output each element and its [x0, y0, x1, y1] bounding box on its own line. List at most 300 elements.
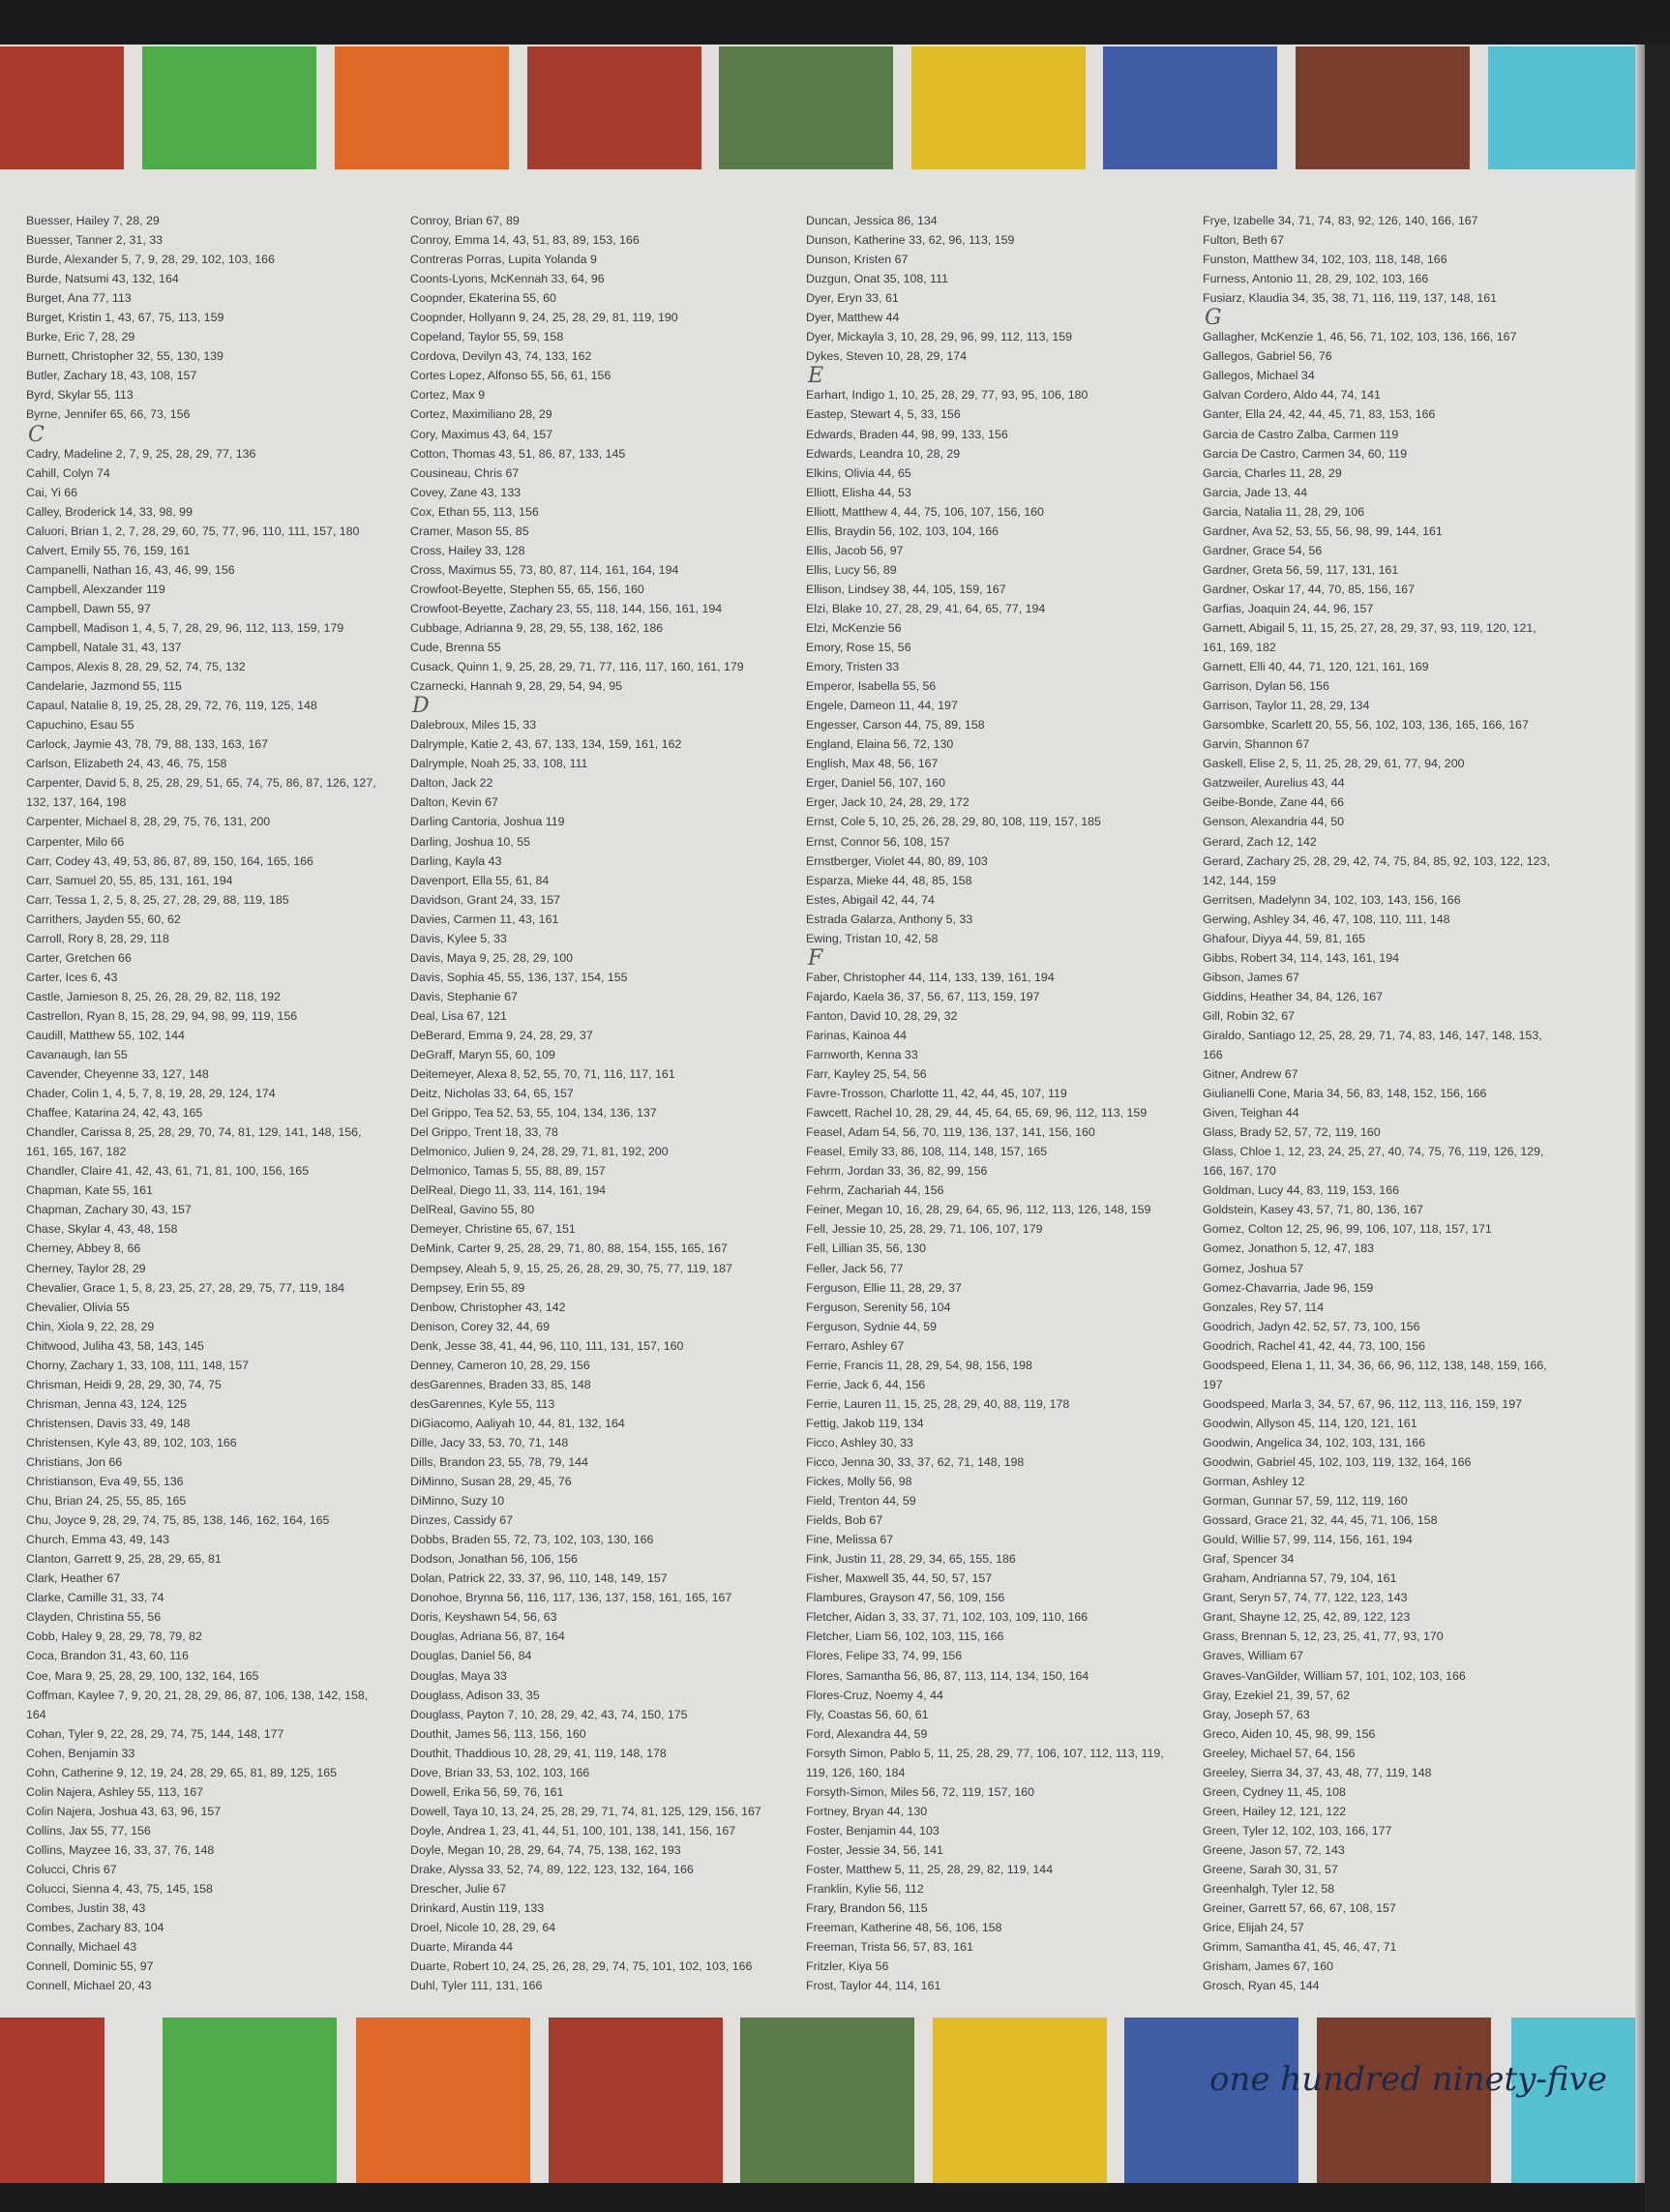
index-entry: English, Max 48, 56, 167: [806, 757, 939, 771]
index-entry: Ellison, Lindsey 38, 44, 105, 159, 167: [806, 582, 1006, 596]
index-entry: Gomez, Jonathon 5, 12, 47, 183: [1203, 1241, 1375, 1256]
index-entry: Dove, Brian 33, 53, 102, 103, 166: [410, 1765, 590, 1779]
section-letter: F: [808, 945, 823, 971]
index-entry: Dolan, Patrick 22, 33, 37, 96, 110, 148, 149, 157: [410, 1571, 668, 1586]
index-entry: Dyer, Eryn 33, 61: [806, 291, 899, 306]
index-entry: Chandler, Carissa 8, 25, 28, 29, 70, 74, 81, 129, 141, 148, 156,: [26, 1125, 362, 1140]
index-entry: Dyer, Mickayla 3, 10, 28, 29, 96, 99, 112, 113, 159: [806, 330, 1073, 344]
index-entry: Gerard, Zach 12, 142: [1203, 834, 1317, 849]
section-letter: G: [1205, 306, 1222, 331]
index-entry: Greenhalgh, Tyler 12, 58: [1203, 1882, 1335, 1897]
index-entry: Coe, Mara 9, 25, 28, 29, 100, 132, 164, 165: [26, 1668, 259, 1683]
index-entry: Garcia, Natalia 11, 28, 29, 106: [1203, 504, 1365, 519]
index-entry: Collins, Jax 55, 77, 156: [26, 1823, 151, 1838]
swatch-yellow: [933, 2018, 1107, 2183]
index-entry: Green, Hailey 12, 121, 122: [1203, 1804, 1347, 1818]
index-entry: Dunson, Kristen 67: [806, 253, 909, 267]
index-entry: Chader, Colin 1, 4, 5, 7, 8, 19, 28, 29, 124, 174: [26, 1087, 276, 1101]
index-entry: Douglass, Adison 33, 35: [410, 1688, 540, 1702]
index-entry: Coopnder, Ekaterina 55, 60: [410, 291, 556, 306]
index-entry: Feiner, Megan 10, 16, 28, 29, 64, 65, 96, 112, 113, 126, 148, 159: [806, 1203, 1151, 1217]
index-entry: Fletcher, Liam 56, 102, 103, 115, 166: [806, 1629, 1004, 1644]
index-entry: Flores, Samantha 56, 86, 87, 113, 114, 134, 150, 164: [806, 1668, 1089, 1683]
index-entry: Garrison, Dylan 56, 156: [1203, 679, 1329, 694]
index-entry: Capuchino, Esau 55: [26, 718, 134, 732]
index-entry: Fajardo, Kaela 36, 37, 56, 67, 113, 159, 197: [806, 989, 1040, 1003]
index-entry: Cherney, Abbey 8, 66: [26, 1241, 141, 1256]
index-entry: Dalrymple, Katie 2, 43, 67, 133, 134, 159, 161, 162: [410, 737, 682, 752]
index-entry: Chin, Xiola 9, 22, 28, 29: [26, 1319, 155, 1333]
index-entry: Dodson, Jonathan 56, 106, 156: [410, 1552, 578, 1567]
index-entry: Davis, Kylee 5, 33: [410, 931, 507, 945]
index-entry: Fisher, Maxwell 35, 44, 50, 57, 157: [806, 1571, 993, 1586]
index-entry: Garnett, Abigail 5, 11, 15, 25, 27, 28, 29, 37, 93, 119, 120, 121,: [1203, 620, 1536, 635]
index-entry: Crowfoot-Beyette, Zachary 23, 55, 118, 144, 156, 161, 194: [410, 601, 723, 615]
index-entry: Douglass, Payton 7, 10, 28, 29, 42, 43, 74, 150, 175: [410, 1707, 688, 1721]
index-entry: Ferguson, Serenity 56, 104: [806, 1300, 951, 1314]
index-entry: Cherney, Taylor 28, 29: [26, 1261, 146, 1275]
index-entry: Clayden, Christina 55, 56: [26, 1610, 162, 1625]
index-entry: DelReal, Diego 11, 33, 114, 161, 194: [410, 1183, 607, 1198]
index-entry: Cude, Brenna 55: [410, 641, 501, 655]
index-entry: Carpenter, Michael 8, 28, 29, 75, 76, 131, 200: [26, 815, 271, 829]
index-entry: Caudill, Matthew 55, 102, 144: [26, 1028, 185, 1042]
index-entry: Cortez, Maximiliano 28, 29: [410, 407, 552, 422]
index-entry: Gallagher, McKenzie 1, 46, 56, 71, 102, 103, 136, 166, 167: [1203, 330, 1517, 344]
index-entry: Coffman, Kaylee 7, 9, 20, 21, 28, 29, 86, 87, 106, 138, 142, 158,: [26, 1688, 369, 1702]
name-index: [0, 45, 1645, 2183]
index-entry: Farr, Kayley 25, 54, 56: [806, 1067, 927, 1082]
index-entry: Dyer, Matthew 44: [806, 311, 900, 325]
index-entry: Dille, Jacy 33, 53, 70, 71, 148: [410, 1435, 569, 1450]
index-entry: Garcia, Jade 13, 44: [1203, 485, 1308, 499]
index-entry: Ellis, Lucy 56, 89: [806, 562, 897, 577]
index-entry: Fell, Lillian 35, 56, 130: [806, 1241, 926, 1256]
index-entry: Ferrie, Francis 11, 28, 29, 54, 98, 156, 198: [806, 1358, 1032, 1372]
index-entry: Dills, Brandon 23, 55, 78, 79, 144: [410, 1455, 588, 1469]
index-entry: Ferguson, Ellie 11, 28, 29, 37: [806, 1280, 962, 1295]
index-entry: Erger, Jack 10, 24, 28, 29, 172: [806, 795, 969, 810]
index-entry: Gardner, Grace 54, 56: [1203, 543, 1323, 557]
index-entry: Donohoe, Brynna 56, 116, 117, 136, 137, 158, 161, 165, 167: [410, 1591, 732, 1605]
index-entry: Farnworth, Kenna 33: [806, 1048, 918, 1062]
index-entry: Connell, Michael 20, 43: [26, 1979, 152, 1993]
swatch-orange: [356, 2018, 530, 2183]
index-entry: Cortez, Max 9: [410, 388, 486, 403]
index-entry: DiMinno, Susan 28, 29, 45, 76: [410, 1475, 572, 1489]
index-entry: England, Elaina 56, 72, 130: [806, 737, 954, 752]
index-entry: Fields, Bob 67: [806, 1513, 883, 1528]
index-entry: Gould, Willie 57, 99, 114, 156, 161, 194: [1203, 1533, 1413, 1547]
index-entry: Fell, Jessie 10, 25, 28, 29, 71, 106, 107, 179: [806, 1222, 1043, 1237]
index-entry: Dunson, Katherine 33, 62, 96, 113, 159: [806, 233, 1015, 248]
index-entry: Emperor, Isabella 55, 56: [806, 679, 937, 694]
index-entry: Engele, Dameon 11, 44, 197: [806, 699, 958, 713]
index-entry: Goodwin, Allyson 45, 114, 120, 121, 161: [1203, 1416, 1417, 1430]
index-entry: Gardner, Ava 52, 53, 55, 56, 98, 99, 144, 161: [1203, 523, 1443, 538]
index-entry: Forsyth Simon, Pablo 5, 11, 25, 28, 29, 77, 106, 107, 112, 113, 119,: [806, 1746, 1164, 1760]
index-entry: Gatzweiler, Aurelius 43, 44: [1203, 776, 1345, 791]
section-letter: D: [412, 694, 430, 719]
index-entry: Garcia, Charles 11, 28, 29: [1203, 465, 1342, 480]
index-entry: Chevalier, Olivia 55: [26, 1300, 130, 1314]
index-entry: DeGraff, Maryn 55, 60, 109: [410, 1048, 555, 1062]
index-entry: Chandler, Claire 41, 42, 43, 61, 71, 81, 100, 156, 165: [26, 1164, 310, 1179]
index-entry: Grimm, Samantha 41, 45, 46, 47, 71: [1203, 1940, 1397, 1955]
index-column-1: [26, 211, 408, 1995]
index-entry: Ghafour, Diyya 44, 59, 81, 165: [1203, 931, 1366, 945]
index-entry: Fritzler, Kiya 56: [806, 1959, 889, 1974]
index-entry-continued: 132, 137, 164, 198: [26, 795, 127, 810]
index-entry: Denbow, Christopher 43, 142: [410, 1300, 566, 1314]
index-entry: Dempsey, Erin 55, 89: [410, 1280, 525, 1295]
index-entry: Grant, Seryn 57, 74, 77, 122, 123, 143: [1203, 1591, 1408, 1605]
index-entry: Esparza, Mieke 44, 48, 85, 158: [806, 873, 972, 887]
index-entry: Clark, Heather 67: [26, 1571, 121, 1586]
index-entry: Cubbage, Adrianna 9, 28, 29, 55, 138, 162, 186: [410, 620, 664, 635]
index-entry: Calvert, Emily 55, 76, 159, 161: [26, 543, 191, 557]
index-entry: Christians, Jon 66: [26, 1455, 123, 1469]
index-entry: Flores-Cruz, Noemy 4, 44: [806, 1688, 943, 1702]
index-entry: Dowell, Taya 10, 13, 24, 25, 28, 29, 71, 74, 81, 125, 129, 156, 167: [410, 1804, 761, 1818]
index-entry: Colucci, Sienna 4, 43, 75, 145, 158: [26, 1882, 213, 1897]
index-entry: Ficco, Jenna 30, 33, 37, 62, 71, 148, 198: [806, 1455, 1025, 1469]
index-entry: Carrithers, Jayden 55, 60, 62: [26, 912, 181, 926]
index-entry-continued: 164: [26, 1707, 46, 1721]
index-entry: Cross, Hailey 33, 128: [410, 543, 525, 557]
index-entry: Combes, Justin 38, 43: [26, 1901, 146, 1916]
index-entry: Flores, Felipe 33, 74, 99, 156: [806, 1649, 963, 1663]
swatch-brick: [549, 2018, 723, 2183]
index-entry: Graham, Andrianna 57, 79, 104, 161: [1203, 1571, 1397, 1586]
index-entry: Fletcher, Aidan 3, 33, 37, 71, 102, 103, 109, 110, 166: [806, 1610, 1088, 1625]
index-entry: Grice, Elijah 24, 57: [1203, 1921, 1304, 1935]
index-entry: Elzi, Blake 10, 27, 28, 29, 41, 64, 65, 77, 194: [806, 601, 1046, 615]
index-entry: Coopnder, Hollyann 9, 24, 25, 28, 29, 81, 119, 190: [410, 311, 678, 325]
index-entry: Chevalier, Grace 1, 5, 8, 23, 25, 27, 28, 29, 75, 77, 119, 184: [26, 1280, 345, 1295]
index-entry: Connally, Michael 43: [26, 1940, 137, 1955]
index-entry: Dobbs, Braden 55, 72, 73, 102, 103, 130, 166: [410, 1533, 654, 1547]
index-entry: Cordova, Devilyn 43, 74, 133, 162: [410, 349, 592, 364]
index-entry: Carroll, Rory 8, 28, 29, 118: [26, 931, 169, 945]
index-entry: Goodwin, Angelica 34, 102, 103, 131, 166: [1203, 1435, 1426, 1450]
index-entry: Douthit, Thaddious 10, 28, 29, 41, 119, 148, 178: [410, 1746, 667, 1760]
index-entry: Darling Cantoria, Joshua 119: [410, 815, 565, 829]
index-entry: Droel, Nicole 10, 28, 29, 64: [410, 1921, 556, 1935]
index-entry: Cox, Ethan 55, 113, 156: [410, 504, 539, 519]
index-entry: Connell, Dominic 55, 97: [26, 1959, 154, 1974]
index-entry: Contreras Porras, Lupita Yolanda 9: [410, 253, 597, 267]
index-entry: Christianson, Eva 49, 55, 136: [26, 1475, 184, 1489]
page-edge: [1635, 45, 1645, 2183]
swatch-green: [163, 2018, 337, 2183]
index-entry: Dykes, Steven 10, 28, 29, 174: [806, 349, 968, 364]
index-entry: Geibe-Bonde, Zane 44, 66: [1203, 795, 1345, 810]
index-entry: Frye, Izabelle 34, 71, 74, 83, 92, 126, 140, 166, 167: [1203, 214, 1478, 227]
index-entry: Christensen, Kyle 43, 89, 102, 103, 166: [26, 1435, 237, 1450]
index-entry: Clarke, Camille 31, 33, 74: [26, 1591, 164, 1605]
index-entry: Deitz, Nicholas 33, 64, 65, 157: [410, 1087, 574, 1101]
index-entry: Davis, Stephanie 67: [410, 989, 518, 1003]
index-entry: Drescher, Julie 67: [410, 1882, 507, 1897]
index-entry: Gerwing, Ashley 34, 46, 47, 108, 110, 111, 148: [1203, 912, 1450, 926]
index-entry: Funston, Matthew 34, 102, 103, 118, 148, 166: [1203, 253, 1447, 267]
index-entry: Buesser, Hailey 7, 28, 29: [26, 214, 160, 227]
index-entry: Cavender, Cheyenne 33, 127, 148: [26, 1067, 209, 1082]
index-entry-continued: 197: [1203, 1377, 1223, 1391]
index-entry: Colucci, Chris 67: [26, 1862, 117, 1876]
index-entry: Grisham, James 67, 160: [1203, 1959, 1333, 1974]
index-entry: Duhl, Tyler 111, 131, 166: [410, 1979, 543, 1993]
index-entry: Elliott, Elisha 44, 53: [806, 485, 911, 499]
index-entry: Edwards, Leandra 10, 28, 29: [806, 446, 961, 461]
index-entry: Freeman, Katherine 48, 56, 106, 158: [806, 1921, 1002, 1935]
index-entry: Gomez, Joshua 57: [1203, 1261, 1304, 1275]
index-entry: Frost, Taylor 44, 114, 161: [806, 1979, 941, 1993]
index-entry: Gardner, Greta 56, 59, 117, 131, 161: [1203, 562, 1399, 577]
page-number: one hundred ninety-five: [1209, 2060, 1607, 2099]
index-entry: Denk, Jesse 38, 41, 44, 96, 110, 111, 131, 157, 160: [410, 1338, 684, 1353]
index-entry: Dinzes, Cassidy 67: [410, 1513, 514, 1528]
index-entry: Gomez, Colton 12, 25, 96, 99, 106, 107, 118, 157, 171: [1203, 1222, 1492, 1237]
index-entry: Ferraro, Ashley 67: [806, 1338, 905, 1353]
index-entry: Gorman, Gunnar 57, 59, 112, 119, 160: [1203, 1494, 1408, 1509]
index-entry: Estes, Abigail 42, 44, 74: [806, 892, 935, 907]
index-entry: Dalton, Jack 22: [410, 776, 493, 791]
index-entry: Graves-VanGilder, William 57, 101, 102, 103, 166: [1203, 1668, 1466, 1683]
index-entry: Delmonico, Tamas 5, 55, 88, 89, 157: [410, 1164, 606, 1179]
index-entry: Glass, Chloe 1, 12, 23, 24, 25, 27, 40, 74, 75, 76, 119, 126, 129,: [1203, 1145, 1544, 1159]
index-entry: Chrisman, Heidi 9, 28, 29, 30, 74, 75: [26, 1377, 222, 1391]
index-entry: Ganter, Ella 24, 42, 44, 45, 71, 83, 153, 166: [1203, 407, 1436, 422]
index-entry: Giraldo, Santiago 12, 25, 28, 29, 71, 74, 83, 146, 147, 148, 153,: [1203, 1028, 1542, 1042]
index-entry: Estrada Galarza, Anthony 5, 33: [806, 912, 973, 926]
index-entry: Chorny, Zachary 1, 33, 108, 111, 148, 157: [26, 1358, 250, 1372]
index-entry: Conroy, Brian 67, 89: [410, 214, 520, 227]
index-entry: Elliott, Matthew 4, 44, 75, 106, 107, 156, 160: [806, 504, 1044, 519]
index-entry: Erger, Daniel 56, 107, 160: [806, 776, 945, 791]
index-entry: Carpenter, Milo 66: [26, 834, 125, 849]
index-entry: Garcia De Castro, Carmen 34, 60, 119: [1203, 446, 1408, 461]
index-entry: Foster, Benjamin 44, 103: [806, 1823, 939, 1838]
index-entry: Emory, Rose 15, 56: [806, 641, 911, 655]
index-entry: Fawcett, Rachel 10, 28, 29, 44, 45, 64, 65, 69, 96, 112, 113, 159: [806, 1106, 1148, 1121]
index-entry: Giddins, Heather 34, 84, 126, 167: [1203, 989, 1383, 1003]
index-entry: Doris, Keyshawn 54, 56, 63: [410, 1610, 557, 1625]
index-entry: Farinas, Kainoa 44: [806, 1028, 908, 1042]
index-entry: Goodrich, Jadyn 42, 52, 57, 73, 100, 156: [1203, 1319, 1420, 1333]
index-entry: Goodspeed, Marla 3, 34, 57, 67, 96, 112, 113, 116, 159, 197: [1203, 1396, 1522, 1411]
index-entry: Czarnecki, Hannah 9, 28, 29, 54, 94, 95: [410, 679, 623, 694]
index-entry: Campbell, Natale 31, 43, 137: [26, 641, 182, 655]
index-entry: Ewing, Tristan 10, 42, 58: [806, 931, 939, 945]
index-entry: Cadry, Madeline 2, 7, 9, 25, 28, 29, 77, 136: [26, 446, 256, 461]
index-entry: Darling, Joshua 10, 55: [410, 834, 530, 849]
index-entry: Grass, Brennan 5, 12, 23, 25, 41, 77, 93, 170: [1203, 1629, 1444, 1644]
index-entry: Ernst, Connor 56, 108, 157: [806, 834, 950, 849]
index-entry: Gray, Joseph 57, 63: [1203, 1707, 1310, 1721]
index-entry: Butler, Zachary 18, 43, 108, 157: [26, 369, 197, 383]
index-entry-continued: 166, 167, 170: [1203, 1164, 1276, 1179]
index-entry: Capaul, Natalie 8, 19, 25, 28, 29, 72, 76, 119, 125, 148: [26, 699, 317, 713]
index-entry: Green, Cydney 11, 45, 108: [1203, 1784, 1346, 1799]
index-entry-continued: 161, 169, 182: [1203, 641, 1276, 655]
index-entry: Burnett, Christopher 32, 55, 130, 139: [26, 349, 224, 364]
index-entry: Glass, Brady 52, 57, 72, 119, 160: [1203, 1125, 1381, 1140]
index-entry: Ficco, Ashley 30, 33: [806, 1435, 913, 1450]
index-entry: Feasel, Adam 54, 56, 70, 119, 136, 137, 141, 156, 160: [806, 1125, 1095, 1140]
index-entry: Giulianelli Cone, Maria 34, 56, 83, 148, 152, 156, 166: [1203, 1087, 1487, 1101]
index-entry: Burget, Kristin 1, 43, 67, 75, 113, 159: [26, 311, 224, 325]
index-entry: Denney, Cameron 10, 28, 29, 156: [410, 1358, 590, 1372]
index-entry: Green, Tyler 12, 102, 103, 166, 177: [1203, 1823, 1392, 1838]
index-entry: Davenport, Ella 55, 61, 84: [410, 873, 550, 887]
index-entry: DiMinno, Suzy 10: [410, 1494, 505, 1509]
index-entry: Darling, Kayla 43: [410, 853, 502, 868]
index-entry: Dempsey, Aleah 5, 9, 15, 25, 26, 28, 29, 30, 75, 77, 119, 187: [410, 1261, 732, 1275]
index-entry: Carlock, Jaymie 43, 78, 79, 88, 133, 163, 167: [26, 737, 269, 752]
index-entry: DelReal, Gavino 55, 80: [410, 1203, 535, 1217]
section-letter: C: [28, 422, 45, 447]
index-entry: Clanton, Garrett 9, 25, 28, 29, 65, 81: [26, 1552, 222, 1567]
index-entry: Fickes, Molly 56, 98: [806, 1475, 912, 1489]
index-entry: Eastep, Stewart 4, 5, 33, 156: [806, 407, 961, 422]
index-entry: Copeland, Taylor 55, 59, 158: [410, 330, 564, 344]
index-entry-continued: 166: [1203, 1048, 1223, 1062]
index-entry: Covey, Zane 43, 133: [410, 485, 522, 499]
index-entry: Fly, Coastas 56, 60, 61: [806, 1707, 929, 1721]
index-entry: Fanton, David 10, 28, 29, 32: [806, 1008, 958, 1023]
index-entry: Engesser, Carson 44, 75, 89, 158: [806, 718, 985, 732]
index-entry: Burde, Alexander 5, 7, 9, 28, 29, 102, 103, 166: [26, 253, 275, 267]
index-entry: Goodrich, Rachel 41, 42, 44, 73, 100, 156: [1203, 1338, 1426, 1353]
index-entry: Cory, Maximus 43, 64, 157: [410, 427, 553, 441]
index-entry: Forsyth-Simon, Miles 56, 72, 119, 157, 160: [806, 1784, 1035, 1799]
index-entry: Cahill, Colyn 74: [26, 465, 110, 480]
index-entry: Garnett, Elli 40, 44, 71, 120, 121, 161, 169: [1203, 660, 1429, 674]
index-entry: Cohen, Benjamin 33: [26, 1746, 135, 1760]
index-entry: Ernst, Cole 5, 10, 25, 26, 28, 29, 80, 108, 119, 157, 185: [806, 815, 1101, 829]
index-entry: Goodspeed, Elena 1, 11, 34, 36, 66, 96, 112, 138, 148, 159, 166,: [1203, 1358, 1547, 1372]
index-entry: Campos, Alexis 8, 28, 29, 52, 74, 75, 132: [26, 660, 246, 674]
index-entry: Franklin, Kylie 56, 112: [806, 1882, 924, 1897]
index-entry: Crowfoot-Beyette, Stephen 55, 65, 156, 160: [410, 582, 644, 596]
index-entry: Graf, Spencer 34: [1203, 1552, 1295, 1567]
index-entry: Chitwood, Juliha 43, 58, 143, 145: [26, 1338, 204, 1353]
index-entry: Fine, Melissa 67: [806, 1533, 894, 1547]
index-entry: DiGiacomo, Aaliyah 10, 44, 81, 132, 164: [410, 1416, 625, 1430]
index-entry: Chase, Skylar 4, 43, 48, 158: [26, 1222, 178, 1237]
index-entry: Davidson, Grant 24, 33, 157: [410, 892, 560, 907]
index-entry: Flambures, Grayson 47, 56, 109, 156: [806, 1591, 1005, 1605]
index-entry: Chu, Brian 24, 25, 55, 85, 165: [26, 1494, 187, 1509]
index-entry: Cavanaugh, Ian 55: [26, 1048, 128, 1062]
index-column-2: [410, 211, 792, 1995]
index-entry: Gibson, James 67: [1203, 970, 1299, 984]
index-entry: Denison, Corey 32, 44, 69: [410, 1319, 550, 1333]
index-entry: Davis, Maya 9, 25, 28, 29, 100: [410, 950, 574, 965]
index-entry: Gossard, Grace 21, 32, 44, 45, 71, 106, 158: [1203, 1513, 1438, 1528]
index-entry: Greeley, Sierra 34, 37, 43, 48, 77, 119, 148: [1203, 1765, 1432, 1779]
index-entry: Demeyer, Christine 65, 67, 151: [410, 1222, 576, 1237]
index-entry: Davis, Sophia 45, 55, 136, 137, 154, 155: [410, 970, 628, 984]
index-entry: Campanelli, Nathan 16, 43, 46, 99, 156: [26, 562, 235, 577]
index-entry: Ernstberger, Violet 44, 80, 89, 103: [806, 853, 988, 868]
index-entry: DeBerard, Emma 9, 24, 28, 29, 37: [410, 1028, 593, 1042]
index-entry: Duarte, Robert 10, 24, 25, 26, 28, 29, 74, 75, 101, 102, 103, 166: [410, 1959, 753, 1974]
index-entry: Chapman, Kate 55, 161: [26, 1183, 153, 1198]
index-entry: Deal, Lisa 67, 121: [410, 1008, 507, 1023]
index-entry: Carpenter, David 5, 8, 25, 28, 29, 51, 65, 74, 75, 86, 87, 126, 127,: [26, 776, 376, 791]
index-entry: Cotton, Thomas 43, 51, 86, 87, 133, 145: [410, 446, 626, 461]
index-entry: Fusiarz, Klaudia 34, 35, 38, 71, 116, 119, 137, 148, 161: [1203, 291, 1498, 306]
index-entry: Coca, Brandon 31, 43, 60, 116: [26, 1649, 189, 1663]
index-entry: Carr, Codey 43, 49, 53, 86, 87, 89, 150, 164, 165, 166: [26, 853, 313, 868]
index-entry: Campbell, Alexzander 119: [26, 582, 165, 596]
index-entry: Chaffee, Katarina 24, 42, 43, 165: [26, 1106, 203, 1121]
index-entry: Gerard, Zachary 25, 28, 29, 42, 74, 75, 84, 85, 92, 103, 122, 123,: [1203, 853, 1550, 868]
index-entry: Cousineau, Chris 67: [410, 465, 520, 480]
index-entry: Emory, Tristen 33: [806, 660, 900, 674]
index-entry: Cortes Lopez, Alfonso 55, 56, 61, 156: [410, 369, 611, 383]
index-entry: Genson, Alexandria 44, 50: [1203, 815, 1345, 829]
index-entry: Garcia de Castro Zalba, Carmen 119: [1203, 427, 1399, 441]
index-entry: Byrne, Jennifer 65, 66, 73, 156: [26, 407, 191, 422]
index-entry: Castle, Jamieson 8, 25, 26, 28, 29, 82, 118, 192: [26, 989, 281, 1003]
index-entry: Drake, Alyssa 33, 52, 74, 89, 122, 123, 132, 164, 166: [410, 1862, 694, 1876]
index-entry: Burde, Natsumi 43, 132, 164: [26, 272, 179, 286]
index-entry: Gonzales, Rey 57, 114: [1203, 1300, 1325, 1314]
index-entry-continued: 142, 144, 159: [1203, 873, 1276, 887]
index-entry: Cai, Yi 66: [26, 485, 78, 499]
index-entry: Goldman, Lucy 44, 83, 119, 153, 166: [1203, 1183, 1399, 1198]
index-entry: Gerritsen, Madelynn 34, 102, 103, 143, 156, 166: [1203, 892, 1461, 907]
index-entry-continued: 161, 165, 167, 182: [26, 1145, 127, 1159]
swatch-blue: [1124, 2018, 1298, 2183]
index-entry: Galvan Cordero, Aldo 44, 74, 141: [1203, 388, 1381, 403]
index-entry: Gardner, Oskar 17, 44, 70, 85, 156, 167: [1203, 582, 1416, 596]
index-entry: Elkins, Olivia 44, 65: [806, 465, 911, 480]
index-entry: Cobb, Haley 9, 28, 29, 78, 79, 82: [26, 1629, 202, 1644]
index-entry-continued: 119, 126, 160, 184: [806, 1765, 906, 1779]
index-column-3: [806, 211, 1188, 1995]
swatch-red: [0, 2018, 104, 2183]
index-entry: Chu, Joyce 9, 28, 29, 74, 75, 85, 138, 146, 162, 164, 165: [26, 1513, 330, 1528]
index-entry: Garsombke, Scarlett 20, 55, 56, 102, 103, 136, 165, 166, 167: [1203, 718, 1529, 732]
index-entry: Calley, Broderick 14, 33, 98, 99: [26, 504, 193, 519]
index-entry: Doyle, Andrea 1, 23, 41, 44, 51, 100, 101, 138, 141, 156, 167: [410, 1823, 736, 1838]
index-entry: Colin Najera, Ashley 55, 113, 167: [26, 1784, 203, 1799]
index-entry: Candelarie, Jazmond 55, 115: [26, 679, 182, 694]
index-entry: Carr, Samuel 20, 55, 85, 131, 161, 194: [26, 873, 233, 887]
swatch-cyan: [1511, 2018, 1645, 2183]
index-entry: Greene, Sarah 30, 31, 57: [1203, 1862, 1338, 1876]
index-entry: Drinkard, Austin 119, 133: [410, 1901, 545, 1916]
index-entry: Delmonico, Julien 9, 24, 28, 29, 71, 81, 192, 200: [410, 1145, 669, 1159]
index-entry: Gorman, Ashley 12: [1203, 1475, 1305, 1489]
index-entry: Edwards, Braden 44, 98, 99, 133, 156: [806, 427, 1008, 441]
index-entry: Cusack, Quinn 1, 9, 25, 28, 29, 71, 77, 116, 117, 160, 161, 179: [410, 660, 744, 674]
index-entry: Fortney, Bryan 44, 130: [806, 1804, 928, 1818]
index-entry: Graves, William 67: [1203, 1649, 1303, 1663]
index-entry: Gitner, Andrew 67: [1203, 1067, 1298, 1082]
index-entry: Byrd, Skylar 55, 113: [26, 388, 134, 403]
index-entry: Gaskell, Elise 2, 5, 11, 25, 28, 29, 61, 77, 94, 200: [1203, 757, 1465, 771]
index-entry: DeMink, Carter 9, 25, 28, 29, 71, 80, 88, 154, 155, 165, 167: [410, 1241, 728, 1256]
index-entry: Coonts-Lyons, McKennah 33, 64, 96: [410, 272, 605, 286]
index-entry: Doyle, Megan 10, 28, 29, 64, 74, 75, 138, 162, 193: [410, 1842, 681, 1857]
index-entry: Favre-Trosson, Charlotte 11, 42, 44, 45, 107, 119: [806, 1087, 1067, 1101]
